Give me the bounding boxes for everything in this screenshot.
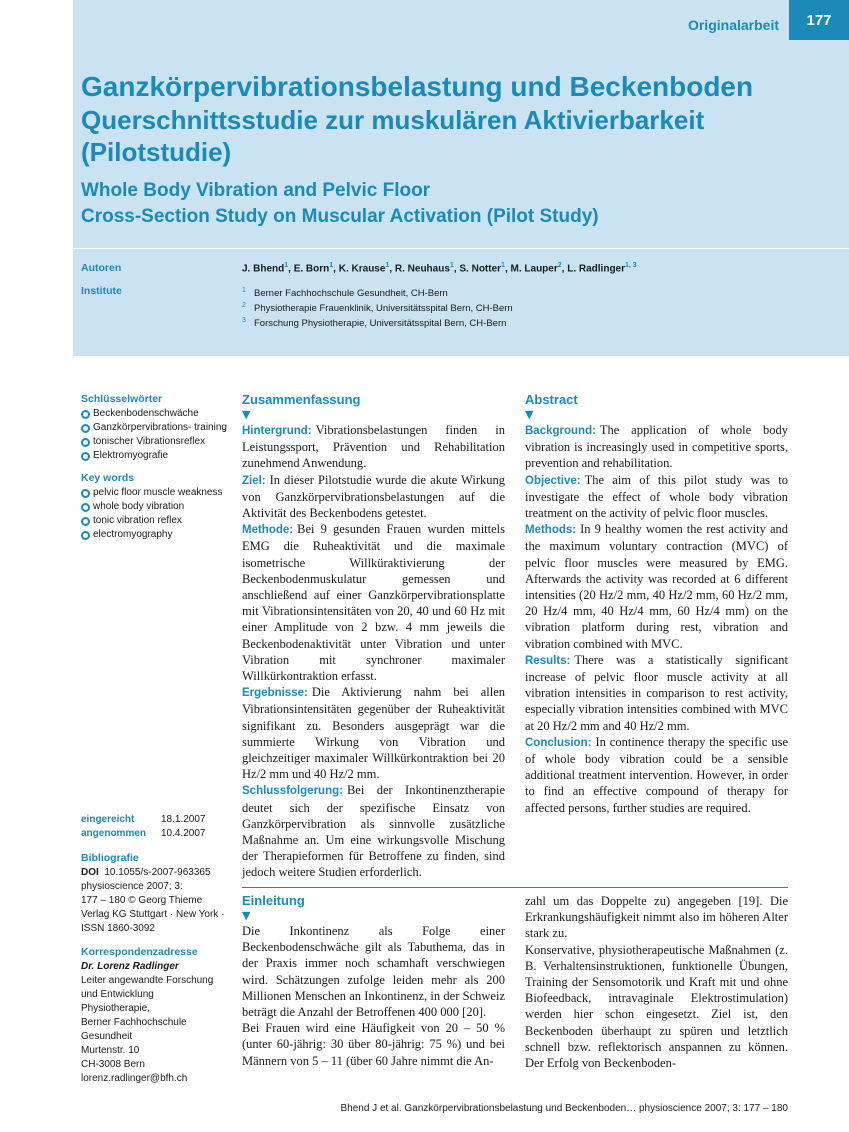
objective-label: Objective: — [525, 474, 581, 487]
paragraph — [525, 422, 788, 472]
paragraph — [242, 782, 505, 880]
hintergrund-label: Hintergrund: — [242, 425, 312, 437]
results-text: There was a statistically significant increase of pelvic floor muscle activity at all vibration intensities in comparison to rest activity, especially vibration intensities combined with MVC at 20 Hz/2 mm and 40 Hz/2 mm. — [525, 652, 788, 733]
keyword-item: pelvic floor muscle weakness — [81, 486, 231, 500]
author-affiliation: 1 — [284, 262, 289, 269]
bibliography — [81, 851, 231, 936]
address-line: CH-3008 Bern — [81, 1059, 145, 1070]
doi-label: DOI — [81, 867, 99, 878]
institute-item — [242, 285, 513, 300]
ergebnisse-label: Ergebnisse: — [242, 687, 308, 700]
keywords-sidebar — [81, 392, 231, 550]
hintergrund-text: Vibrationsbelastungen finden in Leistungssport, Prävention und Rehabilitation zunehmend Anwendung. — [242, 423, 505, 471]
author: K. Krause — [338, 263, 386, 275]
keywords-en-list — [81, 486, 231, 542]
objective-text: The aim of this pilot study was to investigate the effect of whole body vibration treatment on the activity of pelvic floor muscles. — [525, 472, 788, 521]
keyword-item: tonischer Vibrationsreflex — [81, 435, 231, 449]
doi-value: 10.1055/s-2007-963365 — [104, 867, 211, 878]
author-affiliation: 1 — [501, 262, 505, 269]
paragraph — [525, 652, 788, 734]
paragraph: Bei Frauen wird eine Häufigkeit von 20 – 50 % (unter 60-jährig: 30 über 80-jährig: 75 %) und bei Männern von 5 – 11 (über 60 Jahre nimmt die An- — [242, 1021, 505, 1068]
keyword-item: electromyography — [81, 528, 231, 542]
keywords-de-list — [81, 407, 231, 463]
page-number: 177 — [789, 0, 849, 40]
paragraph — [242, 684, 505, 782]
paragraph — [525, 521, 788, 652]
keywords-en-label: Key words — [81, 472, 135, 484]
paragraph — [242, 472, 505, 522]
bibliography-label: Bibliografie — [81, 852, 139, 864]
institute-number: 2 — [242, 302, 246, 310]
author-affiliation: 1, 3 — [625, 262, 637, 269]
triangle-icon: ▼ — [525, 408, 534, 421]
schluss-text: Bei der Inkontinenztherapie deutet sich der spezifische Einsatz von Ganzkörpervibration als sinnvolle zusätzliche Maßnahme an. Um eine wirkungsvolle Mischung der Therapieformen für Betroffene zu finden, sind jedoch weitere Studien erforderlich. — [242, 783, 505, 880]
address-line: und Entwicklung — [81, 989, 154, 1000]
correspondence-label: Korrespondenzadresse — [81, 946, 198, 958]
section-divider — [242, 887, 788, 888]
author-affiliation: 2 — [557, 262, 562, 269]
conclusion-label: Conclusion: — [525, 736, 592, 749]
methods-text: In 9 healthy women the rest activity and the maximum voluntary contraction (MVC) of pelvic floor muscles were measured by EMG. Afterwards the activity was recorded at 6 different intensities (20 Hz/2 mm, 40 Hz/2 mm, 60 Hz/2 mm, 20 Hz/4 mm, 40 Hz/4 mm, 60 Hz/4 mm) on the vibration platform during rest, vibration and vibration combined with MVC. — [525, 522, 788, 651]
address-line: Gesundheit — [81, 1031, 133, 1042]
paragraph — [525, 734, 788, 816]
title-block — [81, 70, 841, 230]
author-affiliation: 1 — [385, 262, 390, 269]
author: J. Bhend — [242, 263, 285, 275]
submitted-label: eingereicht — [81, 814, 135, 825]
keywords-de-label: Schlüsselwörter — [81, 393, 163, 405]
institute-number: 3 — [242, 317, 246, 325]
keyword-item: Beckenbodenschwäche — [81, 407, 231, 421]
ziel-label: Ziel: — [242, 474, 266, 487]
author: R. Neuhaus — [394, 263, 450, 275]
address-line: Leiter angewandte Forschung — [81, 975, 214, 986]
institute-item — [242, 300, 513, 315]
einleitung-heading: Einleitung — [242, 893, 305, 908]
citation-line: physioscience 2007; 3: — [81, 881, 183, 892]
institute-text: Berner Fachhochschule Gesundheit, CH-Bern — [254, 288, 448, 300]
einleitung-right-column — [525, 893, 788, 1071]
paragraph: zahl um das Doppelte zu) angegeben [19]. Die Erkrankungshäufigkeit nimmt also im höheren Alter stark zu. — [525, 894, 788, 941]
address-line: Murtenstr. 10 — [81, 1045, 140, 1056]
author-list: J. Bhend$^1$, E. Born$^1$, K. Krause$^1$, R. Neuhaus$^1$, S. Notter$^1$, M. Lauper$^2$, L. Radlinger$^{1, 3}$ — [242, 262, 637, 275]
address-line: Berner Fachhochschule — [81, 1017, 187, 1028]
keyword-item: Ganzkörpervibrations- training — [81, 421, 231, 435]
paragraph: Konservative, physiotherapeutische Maßnahmen (z. B. Verhaltensinstruktionen, funktionelle Übungen, Training der Sensomotorik und Kraft mit und ohne Biofeedback, intravaginale Elektrostimulation) werden hier schon eingesetzt. Ziel ist, den Beckenboden überhaupt zu spüren und letztlich schnell bzw. reflektorisch anspannen zu können. Der Erfolg von Beckenboden- — [525, 942, 788, 1071]
background-text: The application of whole body vibration is increasingly used in competitive sports, prevention and rehabilitation. — [525, 423, 788, 471]
paragraph: Die Inkontinenz als Folge einer Beckenbodenschwäche gilt als Tabuthema, das in der Praxis immer noch schamhaft verschwiegen wird. Schätzungen zufolge leiden mehr als 200 Millionen Menschen an Inkontinenz, in der Schweiz beträgt die Anzahl der Betroffenen 400 000 [20]. — [242, 924, 505, 1020]
accepted-date: 10.4.2007 — [161, 828, 206, 839]
accepted-label: angenommen — [81, 828, 147, 839]
paragraph — [525, 472, 788, 522]
submission-dates — [81, 813, 206, 841]
citation-line: Verlag KG Stuttgart · New York · — [81, 909, 225, 920]
institute-text: Forschung Physiotherapie, Universitätsspital Bern, CH-Bern — [254, 318, 507, 330]
submitted-date: 18.1.2007 — [161, 814, 206, 825]
institute-number: 1 — [242, 287, 246, 294]
methode-label: Methode: — [242, 524, 294, 537]
paragraph — [242, 422, 505, 472]
citation-line: 177 – 180 © Georg Thieme — [81, 895, 203, 906]
institute-text: Physiotherapie Frauenklinik, Universitätsspital Bern, CH-Bern — [254, 303, 513, 315]
ziel-text: In dieser Pilotstudie wurde die akute Wirkung von Ganzkörpervibrationsbelastungen auf die Aktivität des Beckenbodens getestet. — [242, 472, 505, 521]
author: M. Lauper — [510, 263, 558, 275]
address-line: Physiotherapie, — [81, 1003, 150, 1014]
footer-citation: Bhend J et al. Ganzkörpervibrationsbelastung und Beckenboden… physioscience 2007; 3: 177 – 180 — [340, 1103, 788, 1114]
institute-item — [242, 315, 513, 330]
subtitle-en: Cross-Section Study on Muscular Activation (Pilot Study) — [81, 206, 599, 227]
subtitle-de: Querschnittsstudie zur muskulären Aktivierbarkeit (Pilotstudie) — [81, 105, 705, 167]
email-link[interactable]: lorenz.radlinger@bfh.ch — [81, 1073, 188, 1084]
ergebnisse-text: Die Aktivierung nahm bei allen Vibrationsintensitäten gegenüber der Ruheaktivität signifikant zu. Besonders ausgeprägt war die summierte Wirkung von Vibration und gleichzeitiger maximaler Willkürkontraktion bei 20 Hz/2 mm und 40 Hz/2 mm. — [242, 685, 505, 782]
methode-text: Bei 9 gesunden Frauen wurden mittels EMG die Ruheaktivität und die maximale isometrische Willküraktivierung der Beckenbodenmuskulatur gemessen und anschließend auf einer Ganzkörpervibrationsplatte mit Vibrationsintensitäten von 20, 40 und 60 Hz mit einer Amplitude von 2 bzw. 4 mm jeweils die Beckenbodenaktivität unter Vibration und unter Vibration mit synchroner maximaler Willkürkontraktion erfasst. — [242, 522, 505, 684]
zusammenfassung-section — [242, 392, 505, 881]
abstract-section — [525, 392, 788, 816]
triangle-icon: ▼ — [242, 408, 251, 421]
institutes-label: Institute — [81, 285, 122, 297]
keyword-item: tonic vibration reflex — [81, 514, 231, 528]
header-divider — [73, 248, 849, 249]
paragraph — [242, 521, 505, 684]
background-label: Background: — [525, 425, 596, 437]
einleitung-left-column — [242, 893, 505, 1069]
results-label: Results: — [525, 654, 571, 667]
schluss-label: Schlussfolgerung: — [242, 785, 343, 798]
zusammenfassung-heading: Zusammenfassung — [242, 392, 361, 407]
author: E. Born — [293, 263, 330, 275]
keyword-item: Elektromyografie — [81, 449, 231, 463]
correspondence — [81, 945, 231, 1086]
correspondence-name: Dr. Lorenz Radlinger — [81, 961, 179, 972]
title-en: Whole Body Vibration and Pelvic Floor — [81, 180, 431, 201]
section-label: Originalarbeit — [687, 17, 779, 33]
author: S. Notter — [459, 263, 502, 275]
institute-list — [242, 285, 513, 330]
keyword-item: whole body vibration — [81, 500, 231, 514]
abstract-heading: Abstract — [525, 392, 578, 407]
conclusion-text: In continence therapy the specific use of whole body vibration could be a sensible additional treatment intervention. However, in order to find an effective compound of therapy for affected persons, further studies are required. — [525, 734, 788, 815]
title-de: Ganzkörpervibrationsbelastung und Beckenboden — [81, 71, 754, 102]
author-affiliation: 1 — [449, 262, 454, 269]
citation-line: ISSN 1860-3092 — [81, 923, 155, 934]
author: L. Radlinger — [567, 263, 626, 275]
triangle-icon: ▼ — [242, 909, 251, 922]
methods-label: Methods: — [525, 524, 577, 537]
authors-label: Autoren — [81, 262, 122, 274]
author-affiliation: 1 — [329, 262, 334, 269]
